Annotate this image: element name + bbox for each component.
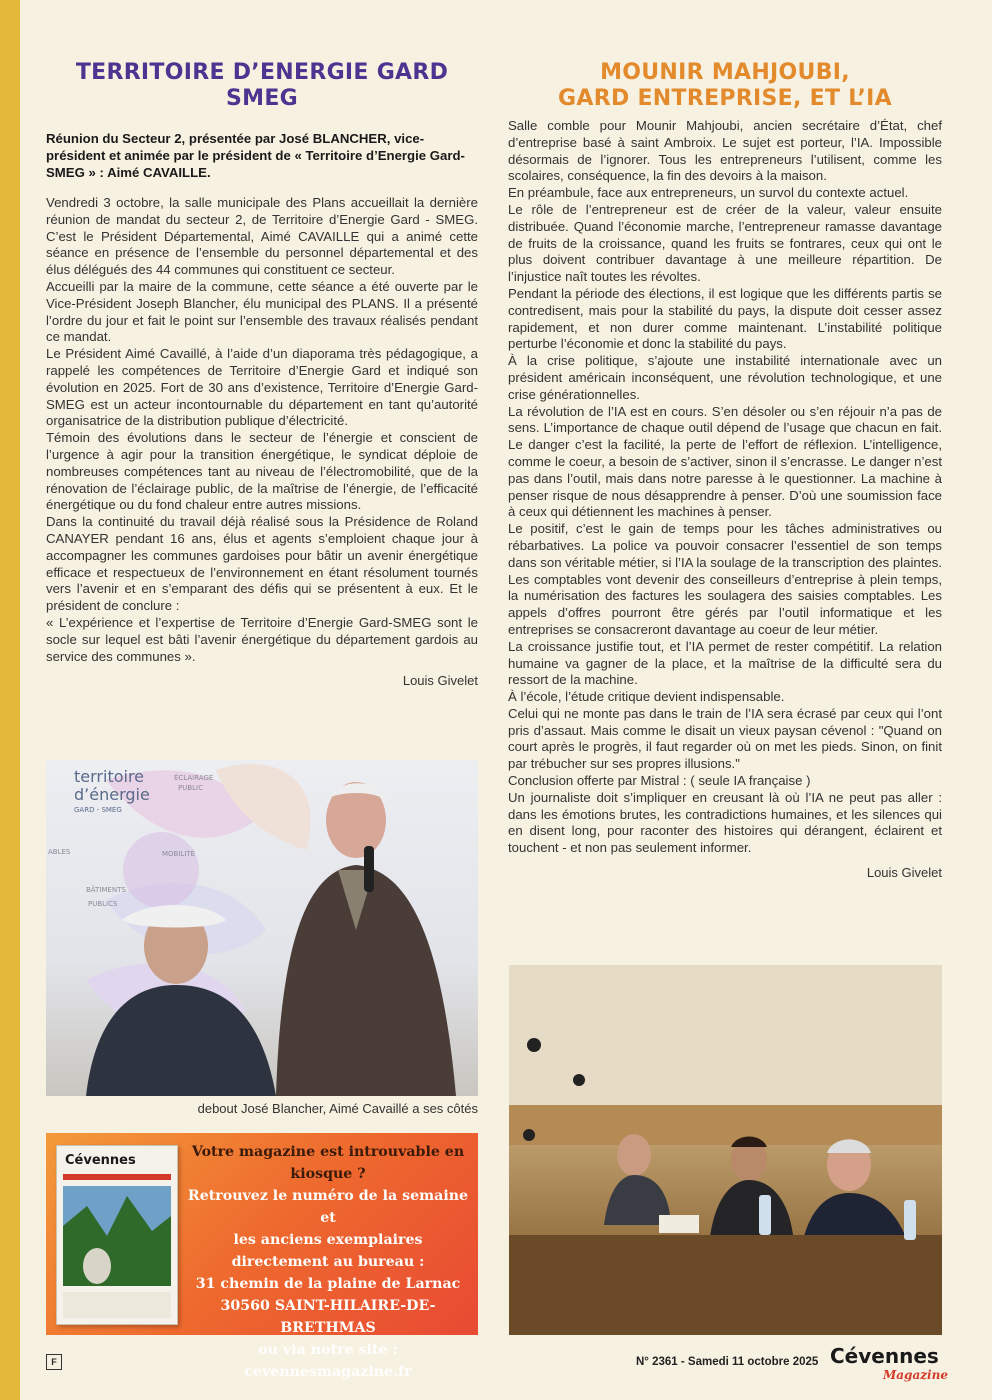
left-article-body: [46, 195, 478, 665]
left-article: [46, 60, 478, 688]
page-section-letter: F: [46, 1354, 62, 1370]
left-paragraph: Accueilli par la maire de la commune, cette séance a été ouverte par le Vice-Président Joseph Blancher, élu municipal des PLANS. Il a présenté l’ordre du jour et fait le point sur l’ensemble des travaux réalisés pendant ce mandat.: [46, 278, 478, 345]
meeting-photo-smeg: [46, 760, 478, 1096]
left-paragraph: « L’expérience et l’expertise de Territoire d’Energie Gard-SMEG sont le socle sur lequel est bâti l’avenir énergétique du département gardois au service des communes ».: [46, 614, 478, 664]
right-paragraph: Pendant la période des élections, il est logique que les différents partis se contredisent, mais pour la stabilité du pays, la dispute doit cesser assez rapidement, et non durer comme maintenant. L’instabilité politique perturbe l’économie et donc la stabilité du pays.: [508, 285, 942, 352]
standing-man-jacket: [276, 865, 456, 1096]
slide-label-ables: ABLES: [48, 848, 71, 856]
left-article-title: TERRITOIRE D’ENERGIE GARD SMEG: [75, 60, 449, 111]
table-papers: [659, 1215, 699, 1233]
slide-brand-2: d’énergie: [74, 785, 150, 804]
ad-line: Retrouvez le numéro de la semaine et: [187, 1188, 469, 1226]
right-article-title-line-1: MOUNIR MAHJOUBI,: [600, 60, 850, 85]
room-panel: [509, 1105, 942, 1145]
ad-title-line-2: kiosque ?: [290, 1166, 366, 1182]
ad-line: directement au bureau :: [231, 1254, 425, 1270]
right-paragraph: Le positif, c’est le gain de temps pour les tâches administratives ou rébarbatives. La police va pouvoir consacrer l’essentiel de son temps dans son véritable métier, si l’IA la soulage de la transcription des plaintes.: [508, 521, 942, 570]
cover-band: [63, 1174, 171, 1180]
slide-label-batiments-1: BÂTIMENTS: [86, 886, 126, 894]
right-paragraph: La révolution de l’IA est en cours. S’en désoler ou s’en réjouir n’a pas de sens. L’importance de chaque outil dépend de l’usage que chacun en fait. Le danger c’est la facilité, la perte de l’effort de réflexion. L’intelligence, comme le coeur, a besoin de s’activer, sinon il s’encrasse. Le danger n’est pas dans l’outil, mais dans notre paresse à le questionner. La machine à penser risque de nous désapprendre à penser. D’où une soumission face à ceux qui détiennent les machines à penser.: [508, 403, 942, 520]
conference-photo-illustration: [509, 965, 942, 1335]
right-paragraph: En préambule, face aux entrepreneurs, un survol du contexte actuel.: [508, 185, 909, 201]
left-paragraph: Vendredi 3 octobre, la salle municipale des Plans accueillait la dernière réunion de mandat du secteur 2, de Territoire d’Energie Gard - SMEG. C’est le Président Départemental, Aimé CAVAILLE qui a animé cette séance en présence de l’ensemble du personnel départemental et des élus délégués des 44 communes qui constituent ce secteur.: [46, 195, 478, 278]
left-color-strip: [0, 0, 20, 1400]
ad-title-line-1: Votre magazine est introuvable en: [191, 1144, 465, 1160]
ceiling-spot: [527, 1038, 541, 1052]
left-paragraph: Dans la continuité du travail déjà réalisé sous la Présidence de Roland CANAYER pendant 16 ans, élus et agents s’emploient chaque jour à accompagner les communes gardoises pour bâtir un avenir énergétique efficace et respectueux de l’environnement en étant résolument tournés vers l’avenir et en s’emparant des défis qui se présentent à eux. Et le président de conclure :: [46, 514, 478, 614]
cover-title: Cévennes: [65, 1153, 136, 1168]
speaker-left-head: [617, 1134, 651, 1176]
left-article-lead: Réunion du Secteur 2, présentée par José BLANCHER, vice-président et animée par le président de « Territoire d’Energie Gard-SMEG » : Aimé CAVAILLE.: [46, 131, 465, 180]
magazine-logo-sub: Magazine: [883, 1368, 948, 1382]
conference-photo-ia: [509, 965, 942, 1335]
magazine-cover-illustration: [57, 1146, 177, 1324]
ceiling-spot: [573, 1074, 585, 1086]
slide-brand-1: territoire: [74, 767, 145, 786]
slide-center: [123, 832, 199, 908]
issue-info: N° 2361 - Samedi 11 octobre 2025: [636, 1356, 819, 1368]
photo-caption: debout José Blancher, Aimé Cavaillé a ses côtés: [197, 1101, 478, 1116]
ad-line: les anciens exemplaires: [233, 1232, 423, 1248]
slide-brand-3: GARD - SMEG: [74, 806, 122, 814]
slide-label-batiments-2: PUBLICS: [88, 900, 118, 908]
cover-photo-rock: [83, 1248, 111, 1284]
right-article-body: [508, 118, 942, 857]
magazine-ad: [46, 1133, 478, 1380]
right-paragraph: À l’école, l’étude critique devient indispensable.: [508, 689, 785, 705]
left-article-signature: Louis Givelet: [402, 673, 478, 689]
right-article-title-line-2: GARD ENTREPRISE, ET L’IA: [558, 86, 892, 111]
left-paragraph: Témoin des évolutions dans le secteur de l’énergie et conscient de l’urgence à agir pour la transition énergétique, le syndicat déploie de nombreuses compétences tant au niveau de l’électromobilité, que de la rénovation de l’éclairage public, de la maîtrise de l’énergie, de l’efficacité énergétique ou du fond chaleur entre autres missions.: [46, 430, 478, 513]
right-paragraph: Un journaliste doit s’impliquer en creusant là où l’IA ne peut pas aller : dans les émotions brutes, les contradictions humaines, et les silences qui en disent long, pour raconter des histoires qui dérangent, éclairent et touchent - et non pas seulement informer.: [508, 789, 942, 856]
room-wall: [509, 965, 942, 1105]
right-paragraph: À la crise politique, s’ajoute une instabilité internationale avec un président américain inconséquent, une révolution technologique, et une crise générationnelles.: [508, 353, 942, 402]
left-paragraph: Le Président Aimé Cavaillé, à l’aide d’un diaporama très pédagogique, a rappelé les compétences de Territoire d’Energie Gard et indiqué son évolution en 2025. Fort de 30 ans d’existence, Territoire d’Energie Gard-SMEG est un acteur incontournable du département en tant qu’autorité organisatrice de la distribution publique d’électricité.: [46, 346, 478, 429]
right-paragraph: Les comptables vont devenir des conseilleurs d’entreprise à plein temps, la numérisation des factures les soulagera des saisies comptables. Les appels d’offres pourront être gérés par l’outil informatique et les entreprises se consacreront davantage au coeur de leur métier.: [508, 571, 942, 637]
ad-address-street: 31 chemin de la plaine de Larnac: [195, 1276, 461, 1292]
ad-text: [184, 1141, 472, 1383]
slide-label-eclairage-2: PUBLIC: [178, 784, 203, 792]
table-bottle: [759, 1195, 771, 1235]
ad-website-link[interactable]: cevennesmagazine.fr: [244, 1364, 412, 1380]
right-paragraph: La croissance justifie tout, et l’IA permet de rester compétitif. La relation humaine va gagner de la place, et la maîtrise de la difficulté sera du ressort de la machine.: [508, 638, 942, 688]
ad-line: ou via notre site :: [258, 1342, 398, 1358]
right-paragraph: Celui qui ne monte pas dans le train de l’IA sera écrasé par ceux qui l’ont pris d’assaut. Mais comme le disait un vieux paysan cévenol : "Quand on court après le progrès, il faut regarder où on met les pieds. Sinon, on finit par trébucher sur ses propres illusions.": [508, 705, 942, 772]
ad-address-city: 30560 SAINT-HILAIRE-DE-BRETHMAS: [220, 1298, 436, 1336]
right-paragraph: Salle comble pour Mounir Mahjoubi, ancien secrétaire d’État, chef d’entreprise basé à saint Ambroix. Le sujet est porteur, l’IA. Impossible désormais de l’ignorer. Tous les entrepreneurs l’utilisent, comme les scolaires, conséquence, la fin des devoirs à la maison.: [508, 118, 942, 184]
right-paragraph: Le rôle de l’entrepreneur est de créer de la valeur, valeur ensuite distribuée. Quand l’économie marche, l’entrepreneur ramasse davantage de fruits de la croissance, quand les fruits se fontrares, ceux qui ont le plus doivent contribuer davantage à une meilleure répartition. De l’injustice naît toutes les révoltes.: [508, 201, 942, 285]
magazine-logo: Cévennes: [830, 1344, 939, 1368]
table-bottle: [904, 1200, 916, 1240]
right-article: [508, 60, 942, 880]
right-article-signature: Louis Givelet: [866, 865, 942, 881]
slide-label-mobilite: MOBILITÉ: [162, 850, 196, 858]
slide-label-eclairage-1: ÉCLAIRAGE: [174, 774, 214, 782]
meeting-photo-illustration: [46, 760, 478, 1096]
conference-table: [509, 1235, 942, 1335]
cover-footer: [63, 1292, 171, 1318]
right-paragraph: Conclusion offerte par Mistral : ( seule IA française ): [508, 773, 811, 789]
ceiling-spot: [523, 1129, 535, 1141]
microphone: [364, 846, 374, 892]
magazine-cover-thumbnail: [56, 1145, 178, 1325]
